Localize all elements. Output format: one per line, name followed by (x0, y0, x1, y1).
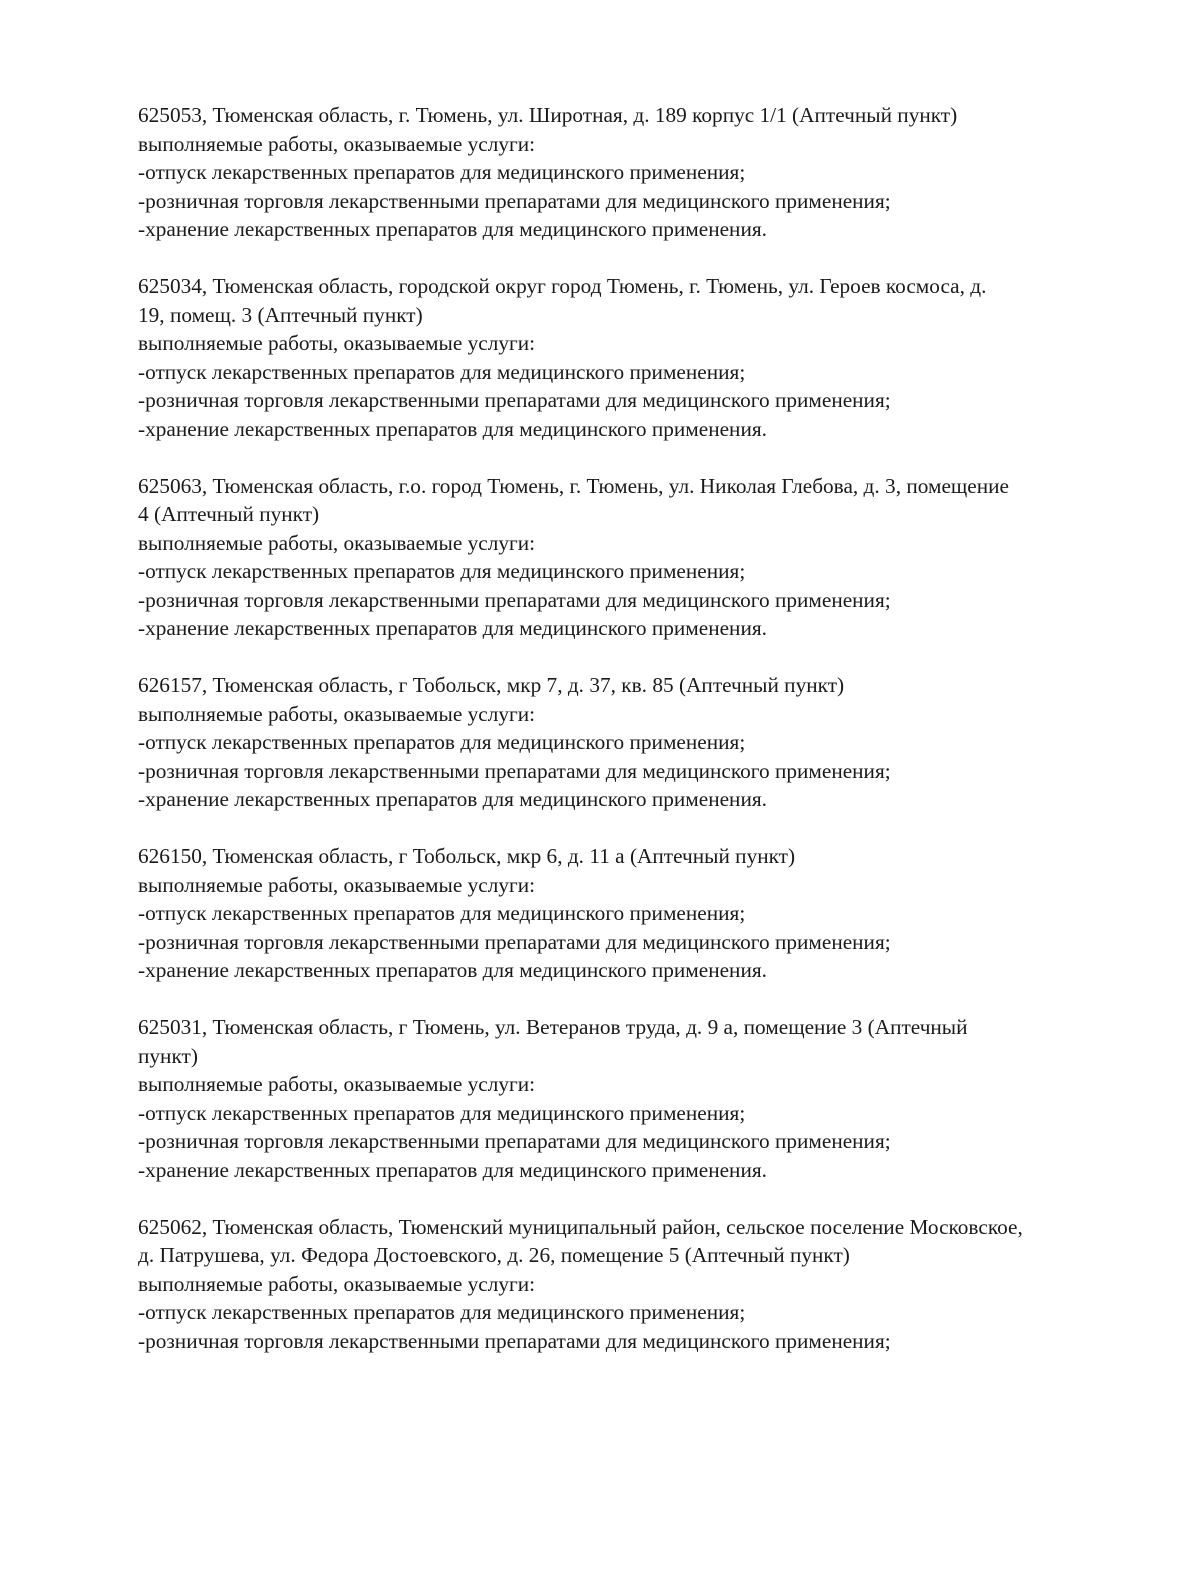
service-item: -отпуск лекарственных препаратов для медицинского применения; (138, 901, 746, 925)
services-heading: выполняемые работы, оказываемые услуги: (138, 131, 536, 156)
address-line: д. Патрушева, ул. Федора Достоевского, д. 26, помещение 5 (Аптечный пункт) (138, 1243, 850, 1267)
services-heading: выполняемые работы, оказываемые услуги: (138, 331, 536, 355)
pharmacy-entry (138, 1013, 1138, 1184)
entries-list (138, 101, 1138, 1355)
service-item: -отпуск лекарственных препаратов для медицинского применения; (138, 730, 746, 754)
pharmacy-entry (138, 1213, 1138, 1356)
pharmacy-entry (138, 101, 1138, 244)
address-line: 625034, Тюменская область, городской округ город Тюмень, г. Тюмень, ул. Героев космоса, д. (138, 274, 987, 298)
address-line: 626150, Тюменская область, г Тобольск, мкр 6, д. 11 а (Аптечный пункт) (138, 844, 796, 868)
service-item: -хранение лекарственных препаратов для медицинского применения. (138, 958, 767, 982)
service-item: -отпуск лекарственных препаратов для медицинского применения; (138, 1300, 746, 1324)
service-item: -розничная торговля лекарственными препаратами для медицинского применения; (138, 1328, 891, 1353)
address-line: 625031, Тюменская область, г Тюмень, ул. Ветеранов труда, д. 9 а, помещение 3 (Аптечный (138, 1015, 968, 1039)
address-line: пункт) (138, 1043, 198, 1068)
address-line: 4 (Аптечный пункт) (138, 502, 320, 526)
services-heading: выполняемые работы, оказываемые услуги: (138, 701, 536, 726)
service-item: -розничная торговля лекарственными препаратами для медицинского применения; (138, 1129, 891, 1153)
services-heading: выполняемые работы, оказываемые услуги: (138, 872, 536, 897)
address-line: 625063, Тюменская область, г.о. город Тюмень, г. Тюмень, ул. Николая Глебова, д. 3, помещение (138, 473, 1010, 498)
service-item: -хранение лекарственных препаратов для медицинского применения. (138, 416, 767, 441)
services-heading: выполняемые работы, оказываемые услуги: (138, 1271, 536, 1296)
service-item: -хранение лекарственных препаратов для медицинского применения. (138, 1157, 767, 1182)
address-line: 625053, Тюменская область, г. Тюмень, ул. Широтная, д. 189 корпус 1/1 (Аптечный пункт) (138, 103, 958, 127)
services-heading: выполняемые работы, оказываемые услуги: (138, 1072, 536, 1096)
pharmacy-entry (138, 272, 1138, 443)
document-page (138, 101, 1138, 1384)
service-item: -отпуск лекарственных препаратов для медицинского применения; (138, 1100, 746, 1125)
service-item: -розничная торговля лекарственными препаратами для медицинского применения; (138, 587, 891, 612)
pharmacy-entry (138, 842, 1138, 985)
service-item: -отпуск лекарственных препаратов для медицинского применения; (138, 160, 746, 184)
service-item: -хранение лекарственных препаратов для медицинского применения. (138, 787, 767, 811)
service-item: -розничная торговля лекарственными препаратами для медицинского применения; (138, 929, 891, 954)
pharmacy-entry (138, 472, 1138, 643)
pharmacy-entry (138, 671, 1138, 814)
service-item: -хранение лекарственных препаратов для медицинского применения. (138, 217, 767, 241)
address-line: 626157, Тюменская область, г Тобольск, мкр 7, д. 37, кв. 85 (Аптечный пункт) (138, 673, 845, 697)
service-item: -хранение лекарственных препаратов для медицинского применения. (138, 616, 767, 640)
service-item: -отпуск лекарственных препаратов для медицинского применения; (138, 359, 746, 384)
services-heading: выполняемые работы, оказываемые услуги: (138, 530, 536, 555)
service-item: -розничная торговля лекарственными препаратами для медицинского применения; (138, 188, 891, 213)
service-item: -отпуск лекарственных препаратов для медицинского применения; (138, 559, 746, 583)
address-line: 625062, Тюменская область, Тюменский муниципальный район, сельское поселение Московское, (138, 1214, 1023, 1239)
address-line: 19, помещ. 3 (Аптечный пункт) (138, 302, 423, 327)
service-item: -розничная торговля лекарственными препаратами для медицинского применения; (138, 758, 891, 783)
service-item: -розничная торговля лекарственными препаратами для медицинского применения; (138, 388, 891, 412)
